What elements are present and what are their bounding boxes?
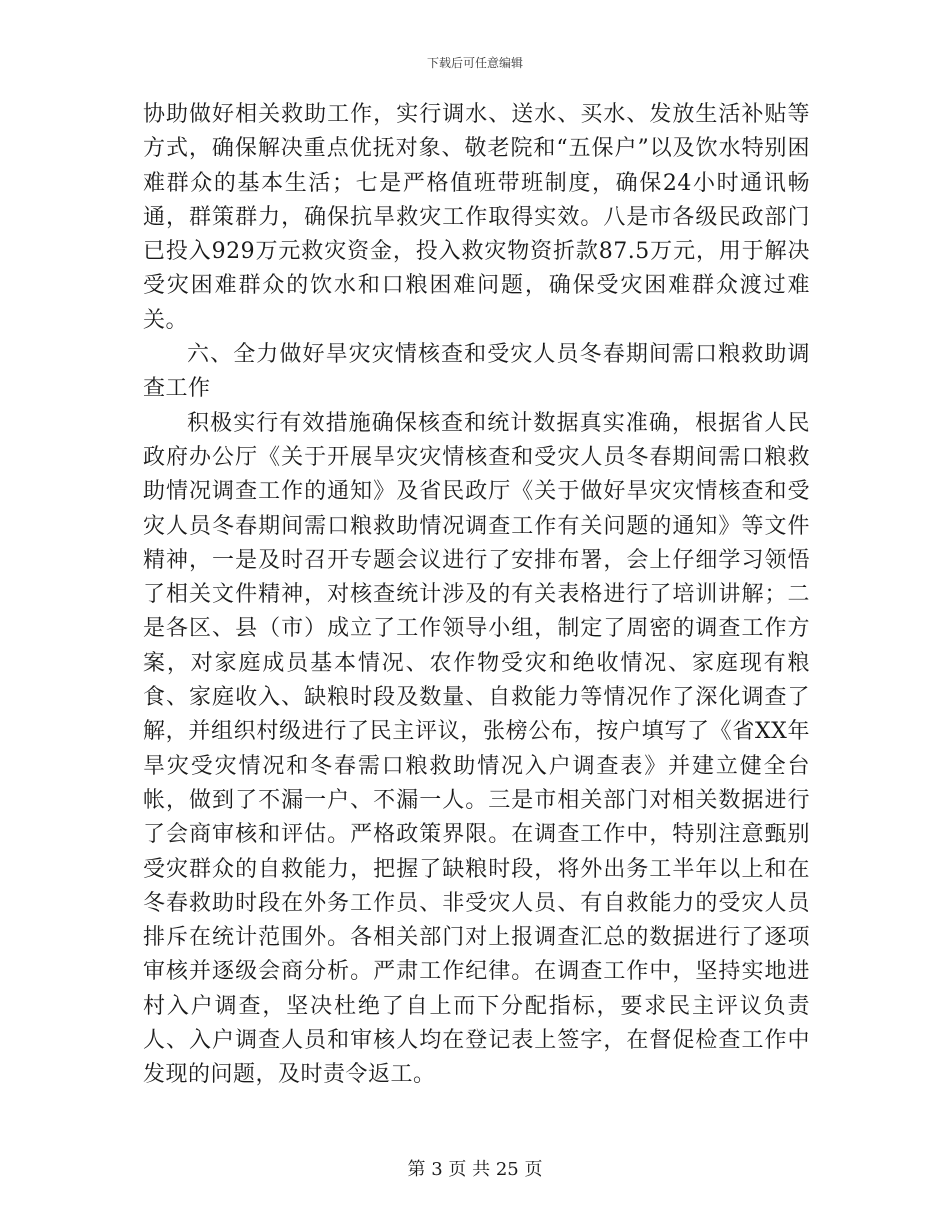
page-footer: 第 3 页 共 25 页 [407, 1159, 543, 1180]
document-body [143, 98, 810, 1093]
paragraph-section-6: 积极实行有效措施确保核查和统计数据真实准确，根据省人民政府办公厅《关于开展旱灾灾情核查和受灾人员冬春期间需口粮救助情况调查工作的通知》及省民政厅《关于做好旱灾灾情核查和受灾人员冬春期间需口粮救助情况调查工作有关问题的通知》等文件精神，一是及时召开专题会议进行了安排布署，会上仔细学习领悟了相关文件精神，对核查统计涉及的有关表格进行了培训讲解；二是各区、县（市）成立了工作领导小组，制定了周密的调查工作方案，对家庭成员基本情况、农作物受灾和绝收情况、家庭现有粮食、家庭收入、缺粮时段及数量、自救能力等情况作了深化调查了解，并组织村级进行了民主评议，张榜公布，按户填写了《省XX年旱灾受灾情况和冬春需口粮救助情况入户调查表》并建立健全台帐，做到了不漏一户、不漏一人。三是市相关部门对相关数据进行了会商审核和评估。严格政策界限。在调查工作中，特别注意甄别受灾群众的自救能力，把握了缺粮时段，将外出务工半年以上和在冬春救助时段在外务工作员、非受灾人员、有自救能力的受灾人员排斥在统计范围外。各相关部门对上报调查汇总的数据进行了逐项审核并逐级会商分析。严肃工作纪律。在调查工作中，坚持实地进村入户调查，坚决杜绝了自上而下分配指标，要求民主评议负责人、入户调查人员和审核人均在登记表上签字，在督促检查工作中发现的问题，及时责令返工。 [143, 410, 810, 1088]
page-header: 下载后可任意编辑 [426, 56, 523, 70]
paragraph-continued: 协助做好相关救助工作，实行调水、送水、买水、发放生活补贴等方式，确保解决重点优抚对象、敬老院和“五保户”以及饮水特别困难群众的基本生活；七是严格值班带班制度，确保24小时通讯畅通，群策群力，确保抗旱救灾工作取得实效。八是市各级民政部门已投入929万元救灾资金，投入救灾物资折款87.5万元，用于解决受灾困难群众的饮水和口粮困难问题，确保受灾困难群众渡过难关。 [143, 102, 810, 333]
section-heading-6: 六、全力做好旱灾灾情核查和受灾人员冬春期间需口粮救助调查工作 [143, 342, 810, 402]
